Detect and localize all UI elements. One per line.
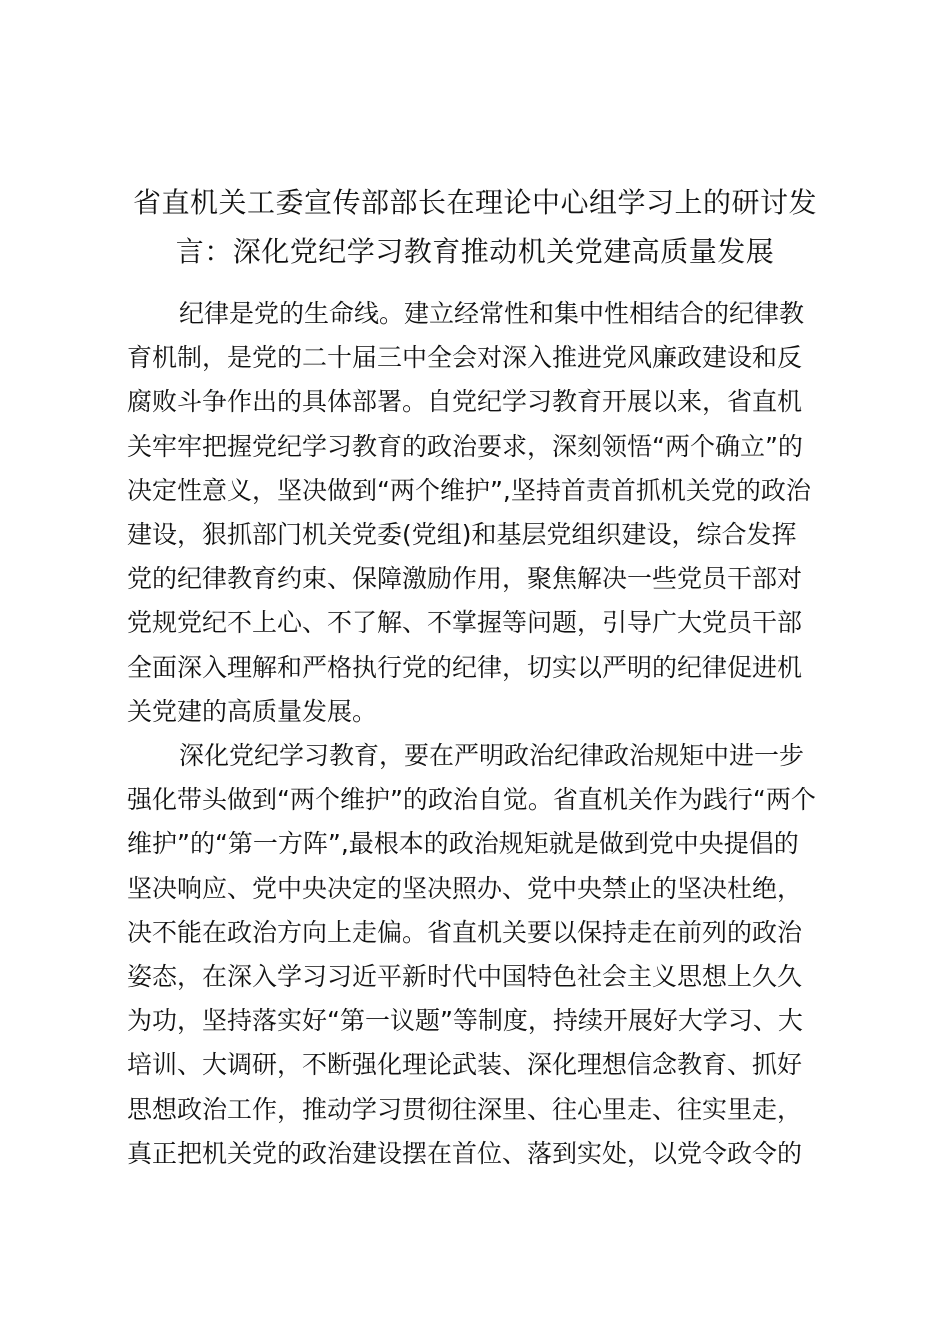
paragraph-1: [127, 292, 827, 734]
paragraph-line: 姿态，在深入学习习近平新时代中国特色社会主义思想上久久: [127, 962, 803, 992]
paragraph-line: 决定性意义，坚决做到“两个维护”,坚持首责首抓机关党的政治: [127, 475, 811, 505]
paragraph-line: 育机制，是党的二十届三中全会对深入推进党风廉政建设和反: [127, 343, 803, 373]
paragraph-line: 党的纪律教育约束、保障激励作用，聚焦解决一些党员干部对: [127, 564, 803, 594]
paragraph-line: 关牢牢把握党纪学习教育的政治要求，深刻领悟“两个确立”的: [127, 431, 803, 461]
title-line-1: 省直机关工委宣传部部长在理论中心组学习上的研讨发: [132, 186, 817, 219]
title-line-2: 言：深化党纪学习教育推动机关党建高质量发展: [175, 235, 775, 268]
paragraph-line: 决不能在政治方向上走偏。省直机关要以保持走在前列的政治: [127, 917, 803, 947]
paragraph-line: 强化带头做到“两个维护”的政治自觉。省直机关作为践行“两个: [127, 785, 816, 815]
paragraph-line: 维护”的“第一方阵”,最根本的政治规矩就是做到党中央提倡的: [127, 829, 799, 859]
document-title: [100, 178, 850, 276]
paragraph-line: 深化党纪学习教育，要在严明政治纪律政治规矩中进一步: [179, 741, 805, 771]
paragraph-line: 坚决响应、党中央决定的坚决照办、党中央禁止的坚决杜绝，: [127, 873, 803, 903]
paragraph-line: 关党建的高质量发展。: [127, 696, 378, 726]
paragraph-line: 党规党纪不上心、不了解、不掌握等问题，引导广大党员干部: [127, 608, 803, 638]
paragraph-line: 为功，坚持落实好“第一议题”等制度，持续开展好大学习、大: [127, 1006, 803, 1036]
paragraph-line: 腐败斗争作出的具体部署。自党纪学习教育开展以来，省直机: [127, 387, 803, 417]
paragraph-line: 建设，狠抓部门机关党委(党组)和基层党组织建设，综合发挥: [127, 520, 797, 550]
paragraph-line: 全面深入理解和严格执行党的纪律，切实以严明的纪律促进机: [127, 652, 803, 682]
paragraph-line: 培训、大调研，不断强化理论武装、深化理想信念教育、抓好: [127, 1050, 803, 1080]
paragraph-2: [127, 734, 827, 1176]
document-body: [127, 292, 827, 1176]
paragraph-line: 真正把机关党的政治建设摆在首位、落到实处，以党令政令的: [127, 1138, 803, 1168]
paragraph-line: 纪律是党的生命线。建立经常性和集中性相结合的纪律教: [179, 299, 805, 328]
paragraph-line: 思想政治工作，推动学习贯彻往深里、往心里走、往实里走，: [127, 1094, 803, 1124]
